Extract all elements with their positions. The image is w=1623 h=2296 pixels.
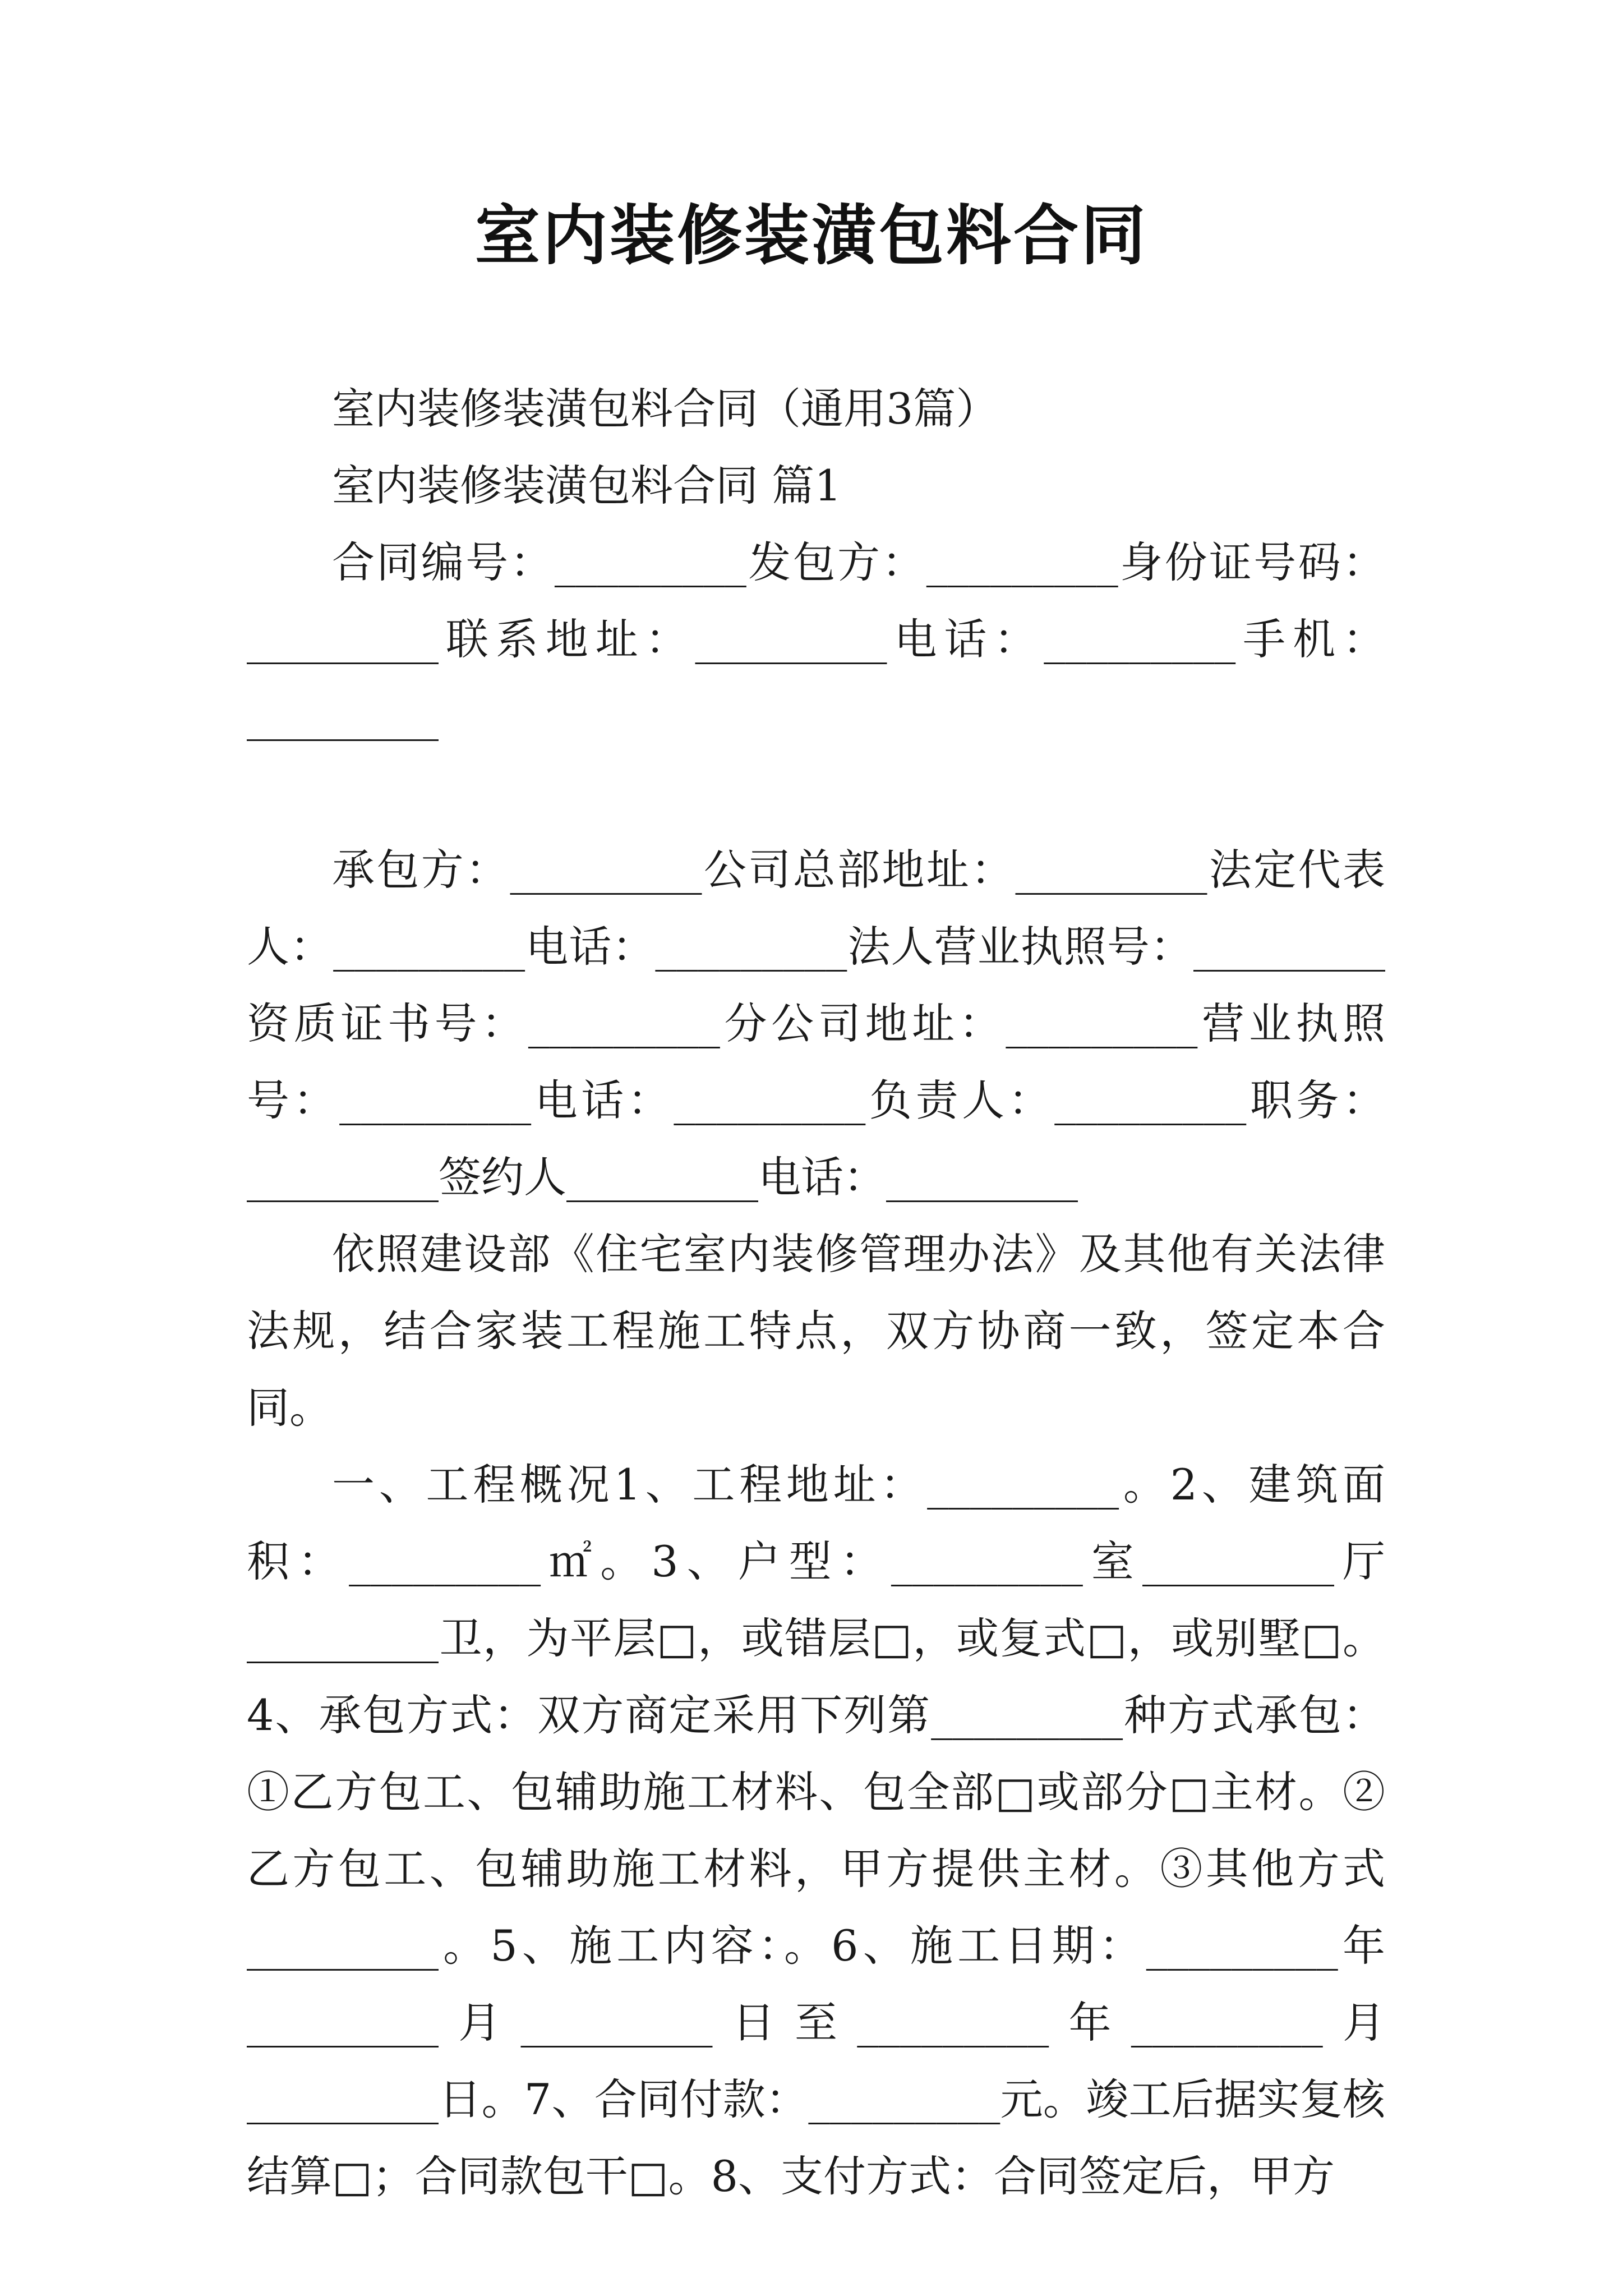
paragraph-basis: 依照建设部《住宅室内装修管理办法》及其他有关法律法规，结合家装工程施工特点，双方协商一致，签定本合同。 xyxy=(247,1229,1385,1433)
paragraph-subtitle: 室内装修装潢包料合同（通用3篇） xyxy=(332,384,999,434)
document-title: 室内装修装潢包料合同 xyxy=(475,197,1148,274)
paragraph-project-overview: 一、工程概况1、工程地址：_________。2、建筑面积：_________㎡。3、户型：_________室_________厅_________卫，为平层□，或错层□，或复式□，或别墅□。4、承包方式：双方商定采用下列第_________种方式承包：①乙方包工、包辅助施工材料、包全部□或部分□主材。②乙方包工、包辅助施工材料，甲方提供主材。③其他方式_________。5、施工内容：。6、施工日期：_________年_________月_________日至_________年_________月_________日。7、合同付款：_________元。竣工后据实复核结算□；合同款包干□。8、支付方式：合同签定后，甲方 xyxy=(247,1460,1385,2201)
paragraph-party-b-info: 承包方：_________公司总部地址：_________法定代表人：_________电话：_________法人营业执照号：_________资质证书号：_________分公司地址：_________营业执照号：_________电话：_________负责人：_________职务：_________签约人_________电话：_________ xyxy=(247,845,1385,1202)
paragraph-party-a-info: 合同编号：_________发包方：_________身份证号码：_________联系地址：_________电话：_________手机：_________ xyxy=(247,537,1385,741)
paragraph-section-heading: 室内装修装潢包料合同 篇1 xyxy=(332,461,842,510)
document-body xyxy=(247,370,1385,2215)
paragraph-gap xyxy=(247,754,1385,831)
